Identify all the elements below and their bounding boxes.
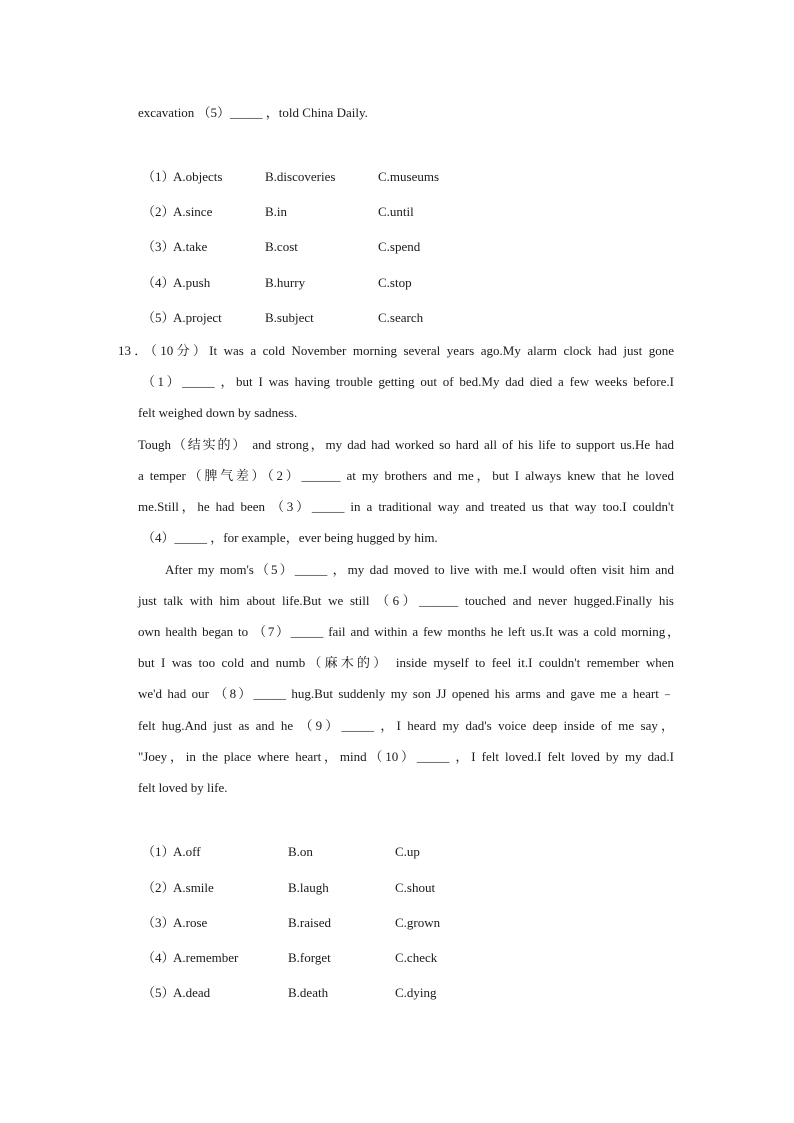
option-b: B.raised xyxy=(288,915,331,930)
option-c: C.spend xyxy=(378,239,421,254)
option-a: A.since xyxy=(173,204,213,219)
option-a: A.take xyxy=(173,239,208,254)
passage-line: own health began to （7）_____ fail and within a few months he left us.It was a cold morning， xyxy=(138,624,680,639)
option-number: （1） xyxy=(142,169,175,184)
passage-line: we'd had our （8）_____ hug.But suddenly my son JJ opened his arms and gave me a heart﹣ xyxy=(138,686,674,701)
option-number: （5） xyxy=(142,310,175,325)
option-c: C.up xyxy=(395,844,420,859)
option-a: A.smile xyxy=(173,880,214,895)
passage-line: me.Still，he had been （3）_____ in a traditional way and treated us that way too.I couldn't xyxy=(138,499,674,514)
option-a: A.project xyxy=(173,310,222,325)
passage-line: （4）_____ ，for example，ever being hugged by him. xyxy=(142,530,438,545)
option-a: A.push xyxy=(173,275,211,290)
option-b: B.in xyxy=(265,204,288,219)
passage-line: Tough（结实的） and strong，my dad had worked so hard all of his life to support us.He had xyxy=(138,437,674,452)
option-c: C.grown xyxy=(395,915,441,930)
option-number: （1） xyxy=(142,844,175,859)
passage-line: a temper（脾气差）（2）______ at my brothers and me，but I always knew that he loved xyxy=(138,468,674,483)
option-b: B.forget xyxy=(288,950,331,965)
passage-line: felt hug.And just as and he （9）_____ ，I heard my dad's voice deep inside of me say， xyxy=(138,718,674,733)
option-c: C.stop xyxy=(378,275,412,290)
option-b: B.subject xyxy=(265,310,314,325)
passage-line: "Joey，in the place where heart，mind（10）_____ ，I felt loved.I felt loved by my dad.I xyxy=(138,749,674,764)
option-c: C.search xyxy=(378,310,424,325)
option-a: A.remember xyxy=(173,950,239,965)
option-c: C.museums xyxy=(378,169,440,184)
option-number: （5） xyxy=(142,985,175,1000)
option-number: （4） xyxy=(142,275,175,290)
option-a: A.dead xyxy=(173,985,211,1000)
option-c: C.dying xyxy=(395,985,437,1000)
passage-line: After my mom's（5）_____ ，my dad moved to live with me.I would often visit him and xyxy=(165,562,674,577)
option-number: （2） xyxy=(142,204,175,219)
option-number: （4） xyxy=(142,950,175,965)
option-a: A.rose xyxy=(173,915,208,930)
question-heading-line: 13．（10分）It was a cold November morning several years ago.My alarm clock had just gone xyxy=(118,343,674,358)
passage-line: just talk with him about life.But we still （6）______ touched and never hugged.Finally his xyxy=(138,593,674,608)
option-c: C.until xyxy=(378,204,414,219)
option-b: B.cost xyxy=(265,239,298,254)
option-b: B.on xyxy=(288,844,313,859)
passage-line: but I was too cold and numb（麻木的） inside myself to feel it.I couldn't remember when xyxy=(138,655,674,670)
option-a: A.objects xyxy=(173,169,223,184)
option-a: A.off xyxy=(173,844,201,859)
intro-line: excavation （5）_____ ，told China Daily. xyxy=(138,105,368,120)
option-b: B.death xyxy=(288,985,329,1000)
option-b: B.discoveries xyxy=(265,169,336,184)
option-number: （2） xyxy=(142,880,175,895)
option-b: B.hurry xyxy=(265,275,306,290)
option-c: C.check xyxy=(395,950,438,965)
passage-line: felt weighed down by sadness. xyxy=(138,405,298,420)
passage-line: （1）_____ ，but I was having trouble getting out of bed.My dad died a few weeks before.I xyxy=(142,374,674,389)
option-c: C.shout xyxy=(395,880,436,895)
option-number: （3） xyxy=(142,239,175,254)
option-number: （3） xyxy=(142,915,175,930)
option-b: B.laugh xyxy=(288,880,329,895)
passage-line: felt loved by life. xyxy=(138,780,228,795)
